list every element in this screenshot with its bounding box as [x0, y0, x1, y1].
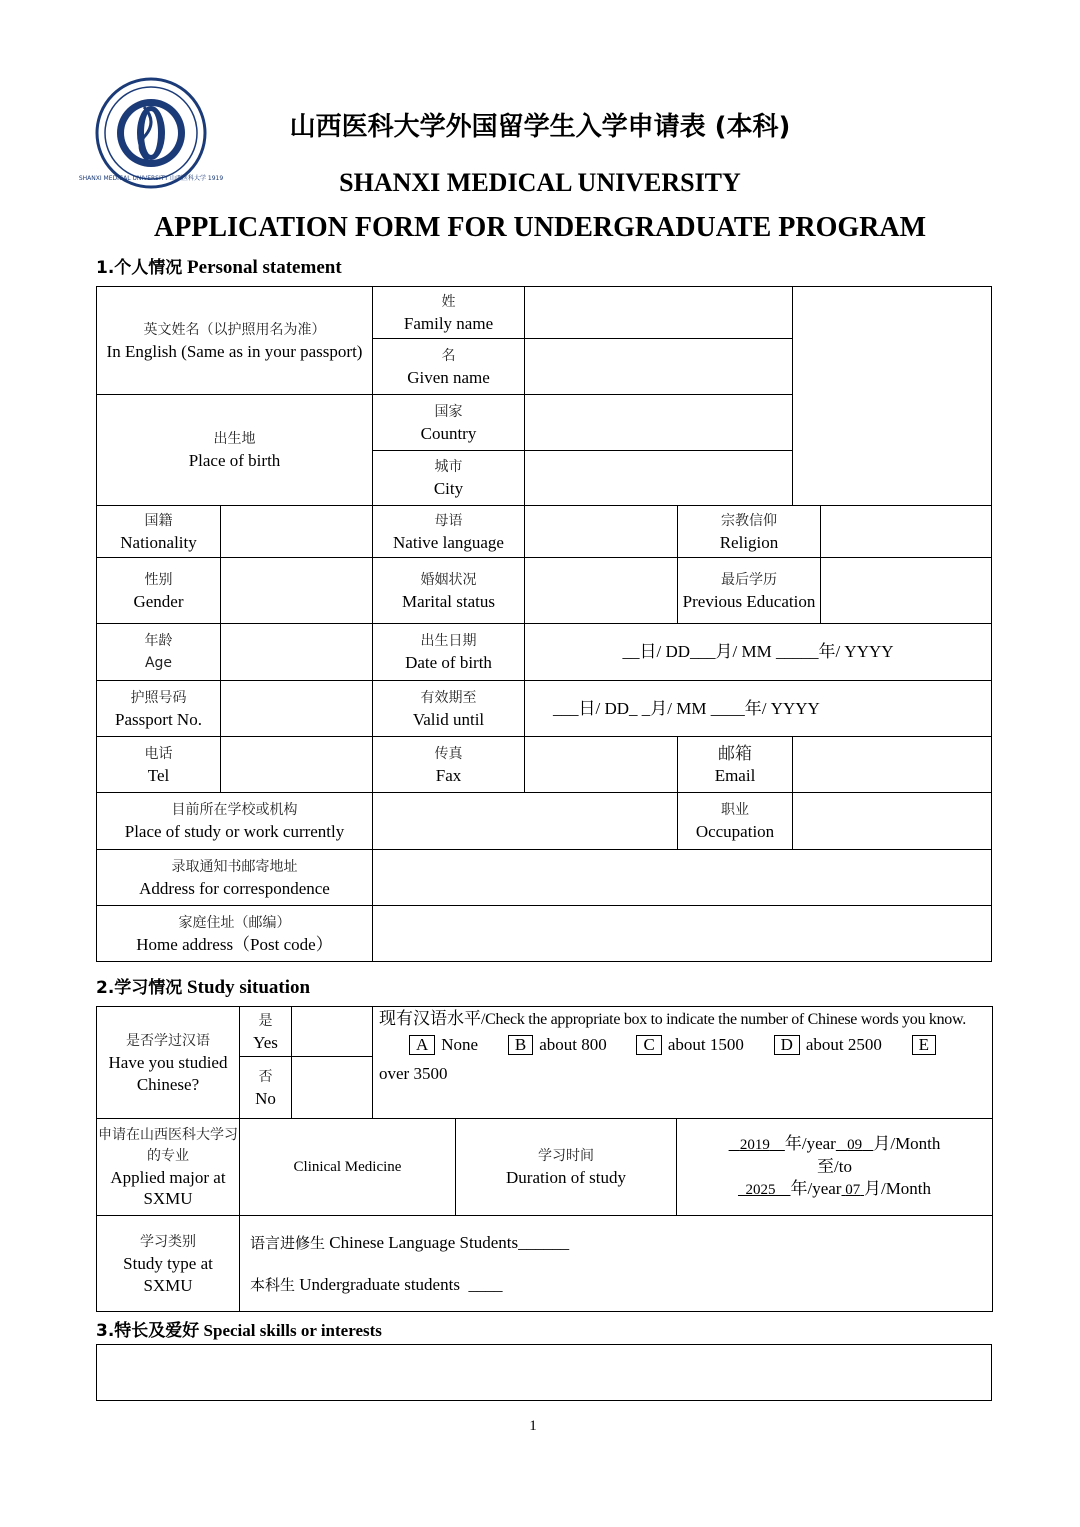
section2-heading: 2.学习情况 Study situation: [96, 977, 311, 998]
passport-label: 护照号码 Passport No.: [97, 681, 221, 737]
option-c[interactable]: C about 1500: [636, 1035, 743, 1054]
age-label: 年龄 Age: [97, 624, 221, 681]
duration-label: 学习时间 Duration of study: [456, 1119, 677, 1216]
country-field[interactable]: [525, 395, 793, 451]
no-checkbox[interactable]: [292, 1057, 373, 1119]
svg-text:SHANXI MEDICAL UNIVERSITY 山西医科: SHANXI MEDICAL UNIVERSITY 山西医科大学 1919: [78, 175, 224, 182]
given-name-label: 名 Given name: [373, 339, 525, 395]
gender-field[interactable]: [221, 558, 373, 624]
home-address-label: 家庭住址（邮编） Home address（Post code）: [97, 906, 373, 962]
occupation-field[interactable]: [793, 793, 992, 850]
option-d[interactable]: D about 2500: [774, 1035, 882, 1054]
place-of-study-field[interactable]: [373, 793, 678, 850]
page-number: 1: [529, 1418, 537, 1434]
yes-checkbox[interactable]: [292, 1007, 373, 1057]
religion-field[interactable]: [821, 506, 992, 558]
language-student-option[interactable]: 语言进修生 Chinese Language Students______: [250, 1232, 570, 1252]
family-name-field[interactable]: [525, 287, 793, 339]
special-skills-field[interactable]: [96, 1344, 992, 1401]
place-of-birth-label: 出生地 Place of birth: [97, 395, 373, 506]
option-e[interactable]: E: [912, 1035, 942, 1054]
form-title-cn: 山西医科大学外国留学生入学申请表 (本科): [289, 112, 791, 142]
given-name-field[interactable]: [525, 339, 793, 395]
nationality-label: 国籍 Nationality: [97, 506, 221, 558]
tel-field[interactable]: [221, 737, 373, 793]
valid-until-field[interactable]: ___日/ DD_ _月/ MM ____年/ YYYY: [525, 681, 992, 737]
duration-end: 2025 年/year 07 月/Month: [745, 1179, 932, 1198]
section1-heading: 1.个人情况 Personal statement: [96, 257, 342, 278]
previous-education-field[interactable]: [821, 558, 992, 624]
section3-heading: 3.特长及爱好 Special skills or interests: [96, 1321, 382, 1341]
duration-field[interactable]: [677, 1119, 993, 1216]
place-of-study-label: 目前所在学校或机构 Place of study or work currently: [97, 793, 373, 850]
valid-until-label: 有效期至 Valid until: [373, 681, 525, 737]
marital-status-label: 婚姻状况 Marital status: [373, 558, 525, 624]
english-name-label: 英文姓名（以护照用名为准） In English (Same as in your passport): [97, 287, 373, 395]
duration-start: 2019 年/year 09 月/Month: [739, 1134, 941, 1153]
applied-major-field[interactable]: Clinical Medicine: [240, 1119, 456, 1216]
gender-label: 性别 Gender: [97, 558, 221, 624]
family-name-label: 姓 Family name: [373, 287, 525, 339]
age-field[interactable]: [221, 624, 373, 681]
nationality-field[interactable]: [221, 506, 373, 558]
applied-major-label: 申请在山西医科大学习的专业 Applied major at SXMU: [97, 1119, 240, 1216]
chinese-level-options: [379, 1034, 986, 1055]
undergraduate-option[interactable]: 本科生 Undergraduate students ____: [250, 1274, 503, 1294]
religion-label: 宗教信仰 Religion: [678, 506, 821, 558]
chinese-level-cell: [373, 1007, 993, 1119]
study-type-field: [240, 1216, 993, 1312]
occupation-label: 职业 Occupation: [678, 793, 793, 850]
option-e-label: over 3500: [379, 1064, 448, 1083]
native-language-label: 母语 Native language: [373, 506, 525, 558]
chinese-level-question: 现有汉语水平/Check the appropriate box to indicate the number of Chinese words you know.: [379, 1009, 966, 1029]
correspondence-address-field[interactable]: [373, 850, 992, 906]
personal-statement-table: [96, 286, 992, 962]
correspondence-address-label: 录取通知书邮寄地址 Address for correspondence: [97, 850, 373, 906]
previous-education-label: 最后学历 Previous Education: [678, 558, 821, 624]
country-label: 国家 Country: [373, 395, 525, 451]
yes-label: 是 Yes: [240, 1007, 292, 1057]
study-situation-table: [96, 1006, 993, 1312]
option-b[interactable]: B about 800: [508, 1035, 607, 1054]
email-label: 邮箱 Email: [678, 737, 793, 793]
tel-label: 电话 Tel: [97, 737, 221, 793]
city-label: 城市 City: [373, 451, 525, 506]
fax-field[interactable]: [525, 737, 678, 793]
photo-box[interactable]: [793, 287, 992, 506]
date-of-birth-field[interactable]: __日/ DD___月/ MM _____年/ YYYY: [525, 624, 992, 681]
email-field[interactable]: [793, 737, 992, 793]
native-language-field[interactable]: [525, 506, 678, 558]
city-field[interactable]: [525, 451, 793, 506]
form-title-en-program: APPLICATION FORM FOR UNDERGRADUATE PROGRAM: [153, 212, 927, 243]
duration-to: 至/to: [817, 1157, 852, 1176]
date-of-birth-label: 出生日期 Date of birth: [373, 624, 525, 681]
home-address-field[interactable]: [373, 906, 992, 962]
marital-status-field[interactable]: [525, 558, 678, 624]
study-type-label: 学习类别 Study type at SXMU: [97, 1216, 240, 1312]
passport-field[interactable]: [221, 681, 373, 737]
fax-label: 传真 Fax: [373, 737, 525, 793]
form-title-en-university: SHANXI MEDICAL UNIVERSITY: [339, 168, 741, 197]
option-a[interactable]: A None: [409, 1035, 478, 1054]
no-label: 否 No: [240, 1057, 292, 1119]
studied-chinese-label: 是否学过汉语 Have you studied Chinese?: [97, 1007, 240, 1119]
